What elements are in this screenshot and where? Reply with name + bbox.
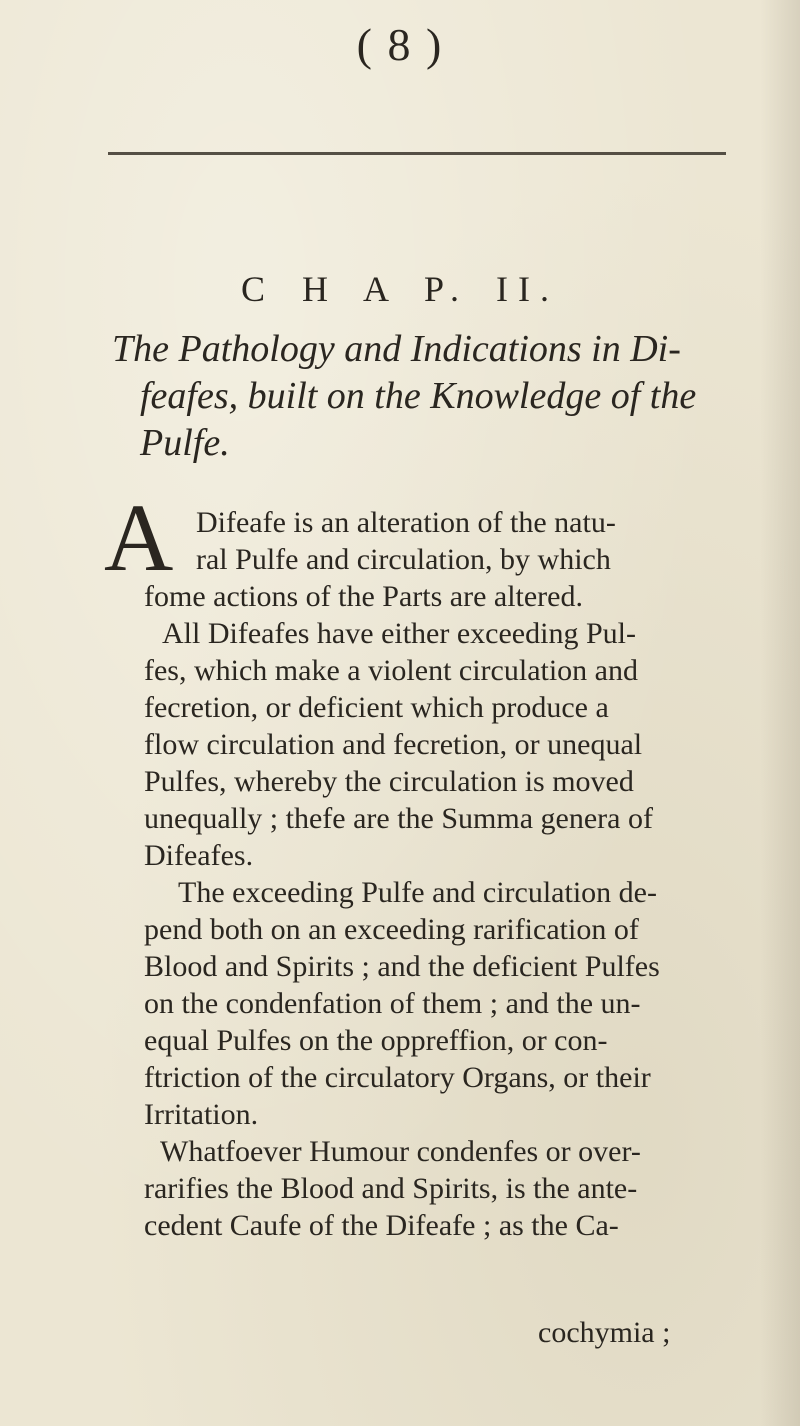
text-line: fome actions of the Parts are altered. [144,580,583,613]
text-line: Blood and Spirits ; and the deficient Pulfes [144,950,660,983]
text-line: ftriction of the circulatory Organs, or their [144,1061,651,1094]
chapter-heading: C H A P. II. [240,269,560,309]
text-line: unequally ; thefe are the Summa genera of [144,802,653,835]
text-line: ral Pulfe and circulation, by which [196,543,611,576]
chapter-title [0,326,800,467]
text-line: Irritation. [144,1098,259,1131]
text-line: Whatfoever Humour condenfes or over- [160,1135,641,1168]
text-line: flow circulation and fecretion, or unequal [144,728,643,761]
text-line: Difeafe is an alteration of the natu- [196,506,616,539]
text-line: on the condenfation of them ; and the un- [144,987,641,1020]
text-line: equal Pulfes on the oppreffion, or con- [144,1024,608,1057]
page-number: ( 8 ) [356,19,444,70]
text-line: All Difeafes have either exceeding Pul- [162,617,636,650]
chapter-title-line: The Pathology and Indications in Di- [112,328,681,370]
text-line: Difeafes. [144,839,254,872]
catchword: cochymia ; [538,1316,671,1349]
text-line: The exceeding Pulfe and circulation de- [178,876,657,909]
chapter-title-line: Pulfe. [140,422,230,464]
text-line: fecretion, or deficient which produce a [144,691,609,724]
text-line: cedent Caufe of the Difeafe ; as the Ca- [144,1209,619,1242]
body-text [0,504,800,1244]
text-line: rarifies the Blood and Spirits, is the ante- [144,1172,638,1205]
text-line: Pulfes, whereby the circulation is moved [144,765,634,798]
text-line: pend both on an exceeding rarification of [144,913,639,946]
drop-cap: A [104,484,174,591]
chapter-title-line: feafes, built on the Knowledge of the [140,375,697,417]
text-line: fes, which make a violent circulation and [144,654,638,687]
header-rule [108,152,726,155]
